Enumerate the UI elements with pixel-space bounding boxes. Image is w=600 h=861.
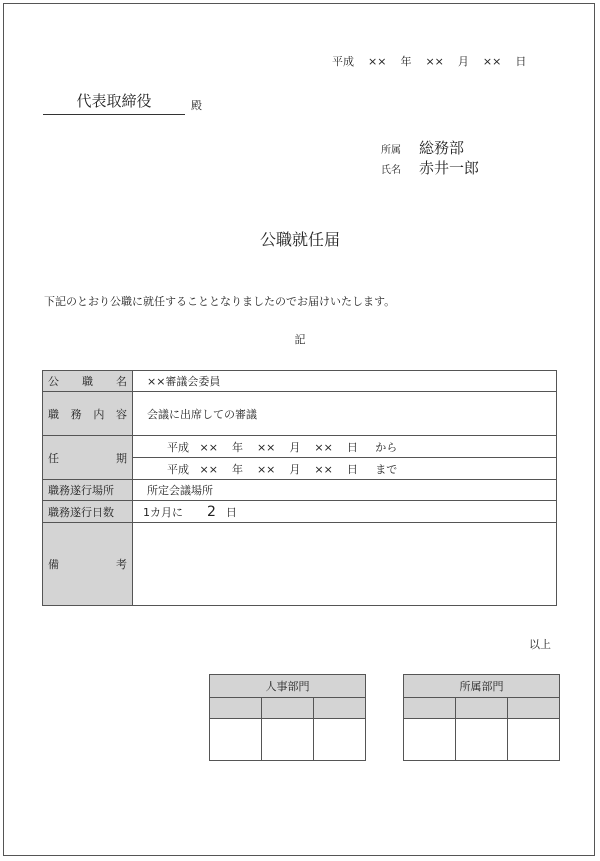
hr-stamp-cell [314,719,366,761]
dept-stamp-subheader [456,698,508,719]
affiliation-label: 所属 [381,145,401,156]
dept-stamp-title: 所属部門 [404,675,560,698]
days-label: 職務遂行日数 [43,501,133,523]
dept-stamp-box [403,674,560,761]
dept-stamp-subheader [404,698,456,719]
dept-stamp-cell [456,719,508,761]
hr-stamp-title: 人事部門 [210,675,366,698]
details-table [42,370,557,606]
term-from: 平成 ×× 年 ×× 月 ×× 日 から [133,436,557,458]
term-to: 平成 ×× 年 ×× 月 ×× 日 まで [133,458,557,480]
name-label: 氏名 [381,165,401,176]
document-date: 平成 ×× 年 ×× 月 ×× 日 [332,55,527,68]
ki-heading: 記 [294,333,306,346]
body-text: 下記のとおり公職に就任することとなりましたのでお届けいたします。 [44,295,396,308]
dept-stamp-cell [404,719,456,761]
closing-ijo: 以上 [529,638,551,651]
post-label: 公 職 名 [43,371,133,392]
duties-label: 職 務 内 容 [43,392,133,436]
place-label: 職務遂行場所 [43,480,133,501]
duties-value: 会議に出席しての審議 [133,392,557,436]
name-value: 赤井一郎 [419,159,480,177]
document-title: 公職就任届 [259,230,340,249]
hr-stamp-cell [210,719,262,761]
hr-stamp-subheader [262,698,314,719]
days-value: 1カ月に 2 日 [133,501,557,523]
honorific: 殿 [191,99,202,112]
hr-stamp-box [209,674,366,761]
affiliation-value: 総務部 [419,139,465,157]
place-value: 所定会議場所 [133,480,557,501]
remarks-label: 備 考 [43,523,133,606]
dept-stamp-subheader [508,698,560,719]
hr-stamp-cell [262,719,314,761]
post-value: ××審議会委員 [133,371,557,392]
addressee: 代表取締役 [43,90,185,115]
dept-stamp-cell [508,719,560,761]
hr-stamp-subheader [210,698,262,719]
term-label: 任 期 [43,436,133,480]
hr-stamp-subheader [314,698,366,719]
remarks-value [133,523,557,606]
applicant-block [381,138,479,178]
